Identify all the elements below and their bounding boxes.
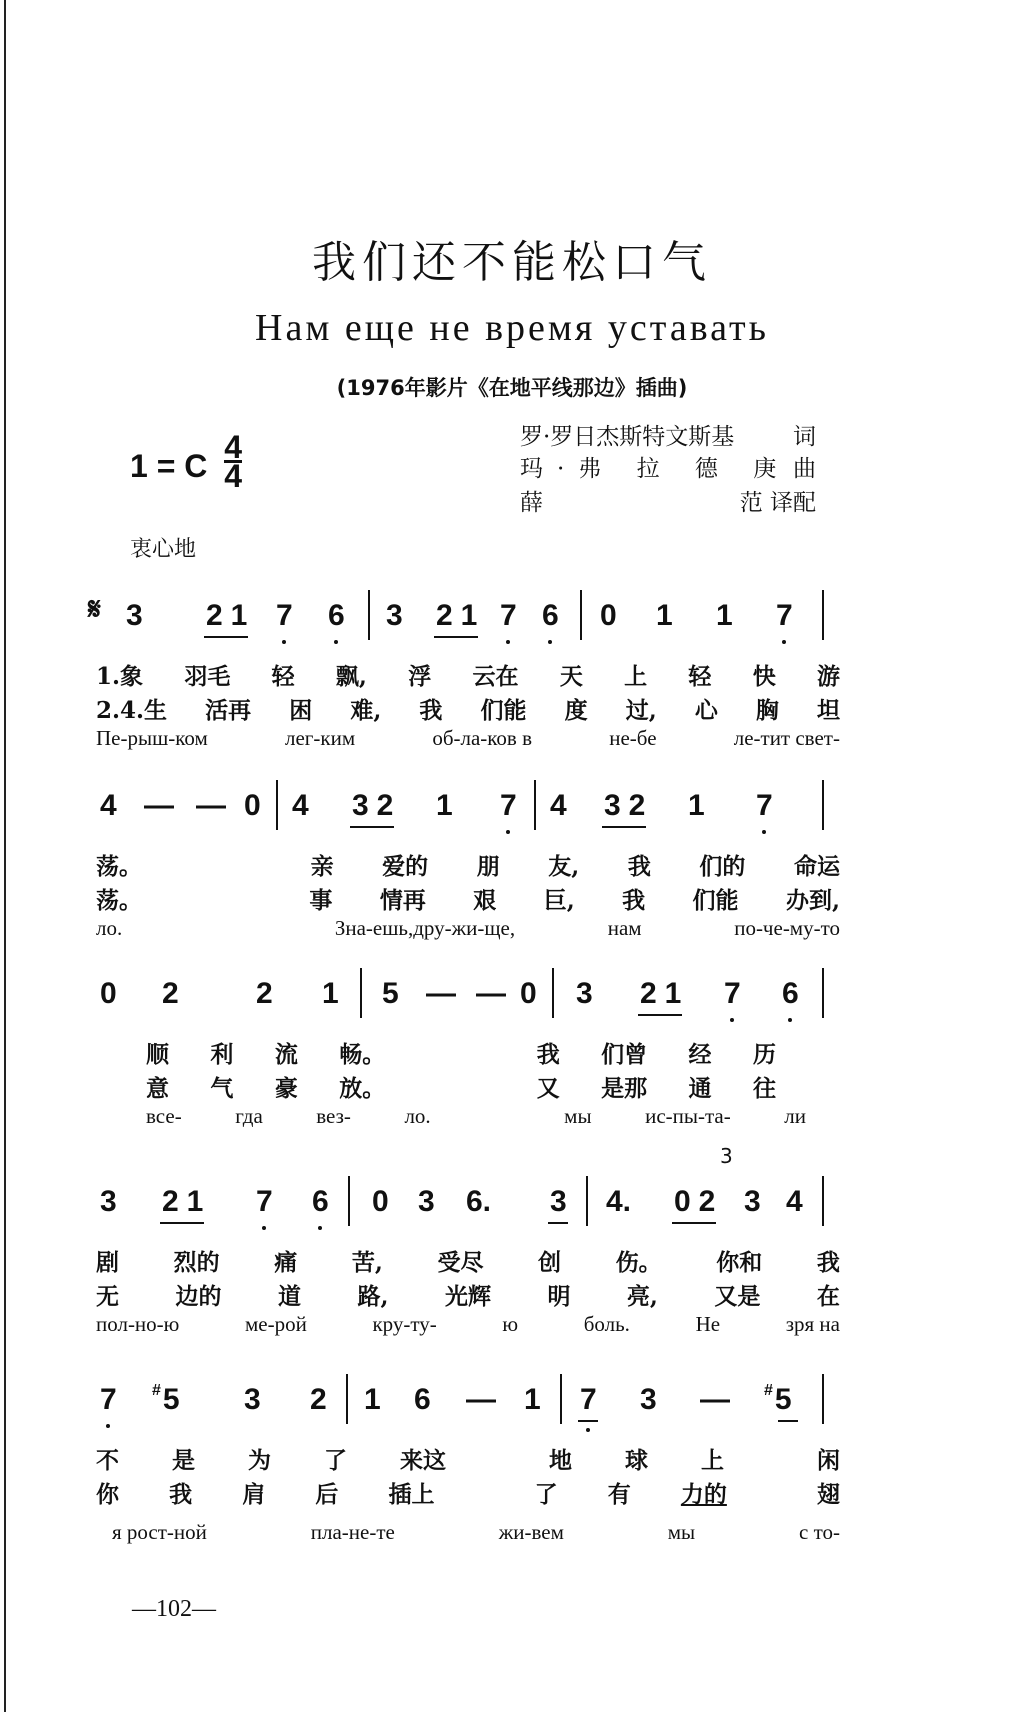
note: 3 (744, 1185, 761, 1218)
lyric: 无 (96, 1283, 119, 1310)
note: 0 (100, 977, 117, 1010)
note: 3 (640, 1383, 657, 1416)
lyric: Не (695, 1312, 721, 1336)
note: 6 (414, 1383, 431, 1416)
notation-row (96, 972, 840, 1016)
credit-composer-name: 玛·弗 拉 德 庚 (520, 456, 791, 482)
credit-lyricist-name: 罗·罗日杰斯特文斯基 (520, 424, 735, 450)
lyric: ло. (96, 916, 123, 940)
bar-line (368, 590, 370, 640)
lyric: 友, (548, 853, 580, 880)
lyric: 办到, (785, 887, 840, 914)
note: 21 (162, 1185, 212, 1218)
note: 6 (542, 599, 559, 632)
lyric: 放。 (339, 1075, 386, 1102)
note: 5 (162, 1383, 180, 1416)
lyric: 流 (274, 1041, 298, 1068)
note: 6 (782, 977, 799, 1010)
lyric: зря на (785, 1312, 840, 1336)
note: 5 (382, 977, 399, 1010)
lyric: 创 (538, 1249, 562, 1276)
lyric: 飘, (335, 663, 367, 690)
bar-line (552, 968, 554, 1018)
lyric: вез- (316, 1104, 351, 1128)
lyric: Пе-рыш-ком (96, 726, 208, 750)
bar-line (822, 780, 824, 830)
lyrics-russian (96, 1520, 840, 1545)
lyric: 插上 (388, 1481, 435, 1508)
notation-row (96, 1378, 840, 1422)
note (152, 1378, 180, 1427)
title-russian: Нам еще не время уставать (255, 307, 769, 349)
lyric: 光辉 (444, 1283, 491, 1310)
note: 6 (328, 599, 345, 632)
lyric: ло. (404, 1104, 431, 1128)
lyric: 了 (534, 1481, 558, 1508)
lyric: 浮 (408, 663, 432, 690)
note: 4 (786, 1185, 803, 1218)
lyric: 巨, (543, 887, 575, 914)
sharp-icon: # (152, 1382, 161, 1399)
score-system-3 (96, 972, 840, 1128)
time-sig-bottom: 4 (224, 458, 243, 494)
lyric: гда (235, 1104, 263, 1128)
score-system-2 (96, 784, 840, 940)
bar-line (822, 590, 824, 640)
note: 4 (100, 789, 117, 822)
notation-row (96, 784, 840, 828)
lyric: 2.4.生 (96, 697, 168, 724)
lyric: 通 (688, 1075, 712, 1102)
lyric: 羽毛 (184, 663, 231, 690)
lyric: 球 (625, 1447, 648, 1474)
lyrics-verse-1 (96, 848, 840, 881)
note: 7 (756, 789, 773, 822)
lyric: 轻 (271, 663, 295, 690)
lyric: 命运 (793, 853, 840, 880)
note: 7 (724, 977, 741, 1010)
key-signature (130, 429, 243, 494)
note: 3 (100, 1185, 117, 1218)
lyric: 历 (752, 1041, 776, 1068)
lyrics-russian (96, 1312, 840, 1337)
bar-line (580, 590, 582, 640)
lyric: 你 (96, 1481, 119, 1508)
note: 0 (520, 977, 537, 1010)
lyric: ме-рой (244, 1312, 307, 1336)
tempo-marking: 衷心地 (130, 537, 197, 562)
lyric: 了 (324, 1447, 347, 1474)
bar-line (360, 968, 362, 1018)
lyric: 我 (622, 887, 646, 914)
bar-line (822, 1374, 824, 1424)
note: 7 (276, 599, 293, 632)
lyric: 路, (357, 1283, 389, 1310)
page-number: —102— (132, 1596, 216, 1622)
note: 0 (600, 599, 617, 632)
time-signature (224, 429, 243, 494)
lyric: боль. (583, 1312, 630, 1336)
time-sig-top: 4 (224, 429, 243, 465)
lyric: 力的 (680, 1481, 727, 1508)
lyric: 亮, (626, 1283, 658, 1310)
credit-lyricist (520, 418, 816, 451)
note: — (476, 977, 506, 1010)
lyrics-verse-2 (96, 1278, 840, 1311)
note: 21 (206, 599, 256, 632)
lyric: 地 (549, 1447, 572, 1474)
note: 7 (580, 1383, 597, 1416)
lyric: 剧 (96, 1249, 119, 1276)
lyric: 明 (547, 1283, 571, 1310)
credit-composer (520, 450, 816, 483)
lyric: 利 (210, 1041, 234, 1068)
note: 32 (604, 789, 654, 822)
bar-line (822, 1176, 824, 1226)
lyric: 我 (419, 697, 443, 724)
title-chinese: 我们还不能松口气 (312, 237, 712, 288)
lyric: 经 (688, 1041, 712, 1068)
lyric: 游 (817, 663, 840, 690)
credit-translator (520, 484, 816, 517)
lyric: 不 (96, 1447, 119, 1474)
lyric: 是那 (601, 1075, 648, 1102)
lyric: об-ла-ков в (432, 726, 533, 750)
lyric: 1.象 (96, 663, 144, 690)
lyrics-russian (96, 916, 840, 941)
note: — (700, 1383, 730, 1416)
lyric: 为 (248, 1447, 271, 1474)
lyric: 翅 (817, 1481, 840, 1508)
lyric: 又 (536, 1075, 560, 1102)
lyric: 荡。 (96, 887, 142, 914)
lyric: 伤。 (615, 1249, 662, 1276)
lyric: 边的 (175, 1283, 222, 1310)
lyric: 们能 (692, 887, 739, 914)
lyric: 坦 (817, 697, 840, 724)
lyric: с то- (799, 1520, 840, 1544)
lyric: 上 (701, 1447, 724, 1474)
lyrics-verse-2 (96, 692, 840, 725)
note: 3 (550, 1185, 567, 1218)
note: 3 (576, 977, 593, 1010)
credit-translator-role: 范 译配 (739, 490, 816, 516)
lyric: 又是 (714, 1283, 761, 1310)
note: 3 (126, 599, 143, 632)
note: 0 (244, 789, 261, 822)
lyrics-verse-1 (96, 1442, 840, 1475)
note: 2 (162, 977, 179, 1010)
lyric: 畅。 (339, 1041, 386, 1068)
lyric: 朋 (476, 853, 500, 880)
lyric: 我 (816, 1249, 840, 1276)
note: 1 (322, 977, 339, 1010)
bar-line (346, 1374, 348, 1424)
bar-line (348, 1176, 350, 1226)
note: 6 (312, 1185, 329, 1218)
lyrics-verse-2 (96, 882, 840, 915)
subtitle: (1976年影片《在地平线那边》插曲) (336, 376, 688, 400)
lyric: 苦, (351, 1249, 383, 1276)
note: 4 (292, 789, 309, 822)
lyric: ю (502, 1312, 519, 1336)
lyric: пол-но-ю (96, 1312, 180, 1336)
lyric: 爱的 (382, 853, 429, 880)
lyric: 我 (627, 853, 651, 880)
lyric: 情再 (379, 887, 426, 914)
note: 6. (466, 1185, 492, 1218)
note: 02 (674, 1185, 724, 1218)
note: 1 (436, 789, 453, 822)
lyric: жи-вем (498, 1520, 564, 1544)
lyric: 活再 (205, 697, 252, 724)
note: 4. (606, 1185, 632, 1218)
sharp-icon: # (764, 1382, 773, 1399)
note: 3 (418, 1185, 435, 1218)
lyric: 们能 (480, 697, 527, 724)
note: 7 (256, 1185, 273, 1218)
note: — (426, 977, 456, 1010)
lyric: 道 (277, 1283, 301, 1310)
lyric: не-бе (609, 726, 657, 750)
lyric: 豪 (274, 1075, 298, 1102)
note: — (196, 789, 226, 822)
lyric: кру-ту- (372, 1312, 437, 1336)
lyric: все- (146, 1104, 182, 1128)
note: 5 (774, 1383, 792, 1416)
lyric: 是 (172, 1447, 195, 1474)
lyric: ли (784, 1104, 806, 1128)
note: — (466, 1383, 496, 1416)
lyrics-verse-2 (96, 1476, 840, 1509)
note: 3 (244, 1383, 261, 1416)
lyric: 快 (752, 663, 776, 690)
note: 21 (640, 977, 690, 1010)
lyric: 难, (350, 697, 382, 724)
lyric: 事 (309, 887, 333, 914)
lyric: 们的 (699, 853, 746, 880)
lyric: пла-не-те (310, 1520, 395, 1544)
key-prefix: 1 = C (130, 448, 208, 484)
lyric: 心 (694, 697, 718, 724)
lyric: 上 (624, 663, 648, 690)
note: 0 (372, 1185, 389, 1218)
lyric: 往 (752, 1075, 776, 1102)
note: 4 (550, 789, 567, 822)
note: 1 (688, 789, 705, 822)
lyric: 过, (625, 697, 657, 724)
lyric: 度 (564, 697, 588, 724)
note: 21 (436, 599, 486, 632)
lyric: 艰 (473, 887, 497, 914)
credit-composer-role: 曲 (793, 456, 816, 482)
lyrics-verse-1 (96, 658, 840, 691)
lyric: 天 (559, 663, 583, 690)
lyric: 肩 (242, 1481, 266, 1508)
lyric: 后 (315, 1481, 339, 1508)
note: — (144, 789, 174, 822)
note: 2 (256, 977, 273, 1010)
bar-line (534, 780, 536, 830)
lyrics-russian (96, 726, 840, 751)
note: 32 (352, 789, 402, 822)
lyric: 闲 (817, 1447, 840, 1474)
lyric: 你和 (716, 1249, 763, 1276)
lyric: нам (607, 916, 642, 940)
lyric: 烈的 (173, 1249, 220, 1276)
lyrics-verse-2 (146, 1070, 776, 1103)
lyrics-verse-1 (96, 1244, 840, 1277)
lyric: 痛 (274, 1249, 298, 1276)
notation-row (88, 592, 840, 638)
lyric: 荡。 (96, 853, 142, 880)
lyric: 云在 (472, 663, 519, 690)
lyric: 亲 (310, 853, 334, 880)
lyric: 胸 (755, 697, 779, 724)
lyric: 轻 (688, 663, 712, 690)
bar-line (586, 1176, 588, 1226)
lyric: я рост-ной (112, 1520, 207, 1544)
lyric: 困 (289, 697, 313, 724)
lyric: ис-пы-та- (645, 1104, 731, 1128)
lyric: 在 (816, 1283, 840, 1310)
score-system-5 (96, 1378, 840, 1544)
lyric: мы (667, 1520, 696, 1544)
lyric: 受尽 (437, 1249, 484, 1276)
lyric: ле-тит свет- (733, 726, 840, 750)
note: 7 (100, 1383, 117, 1416)
lyric: 我 (169, 1481, 193, 1508)
lyrics-russian (146, 1104, 806, 1129)
lyric: 来这 (400, 1447, 446, 1474)
note: 7 (500, 789, 517, 822)
segno-icon: 𝄋 (88, 592, 101, 627)
lyric: 们曾 (601, 1041, 648, 1068)
lyric: по-че-му-то (734, 916, 840, 940)
lyric: мы (564, 1104, 592, 1128)
lyric: 气 (210, 1075, 234, 1102)
lyric: 顺 (146, 1041, 169, 1068)
lyric: 我 (536, 1041, 560, 1068)
lyric: 有 (607, 1481, 631, 1508)
credit-lyricist-role: 词 (793, 424, 816, 450)
score-system-4 (96, 1144, 840, 1336)
note: 1 (524, 1383, 541, 1416)
triplet-marking: 3 (720, 1144, 733, 1168)
note: 2 (310, 1383, 327, 1416)
lyrics-verse-1 (146, 1036, 776, 1069)
note: 1 (364, 1383, 381, 1416)
note: 1 (656, 599, 673, 632)
credit-translator-name: 薛 (520, 490, 543, 516)
note: 7 (500, 599, 517, 632)
lyric: 意 (146, 1075, 169, 1102)
note: 7 (776, 599, 793, 632)
bar-line (560, 1374, 562, 1424)
notation-row (96, 1180, 840, 1224)
lyric: лег-ким (284, 726, 356, 750)
lyric: Зна-ешь,дру-жи-ще, (334, 916, 516, 940)
score-system-1 (88, 592, 840, 750)
note: 3 (386, 599, 403, 632)
note: 1 (716, 599, 733, 632)
bar-line (276, 780, 278, 830)
bar-line (822, 968, 824, 1018)
